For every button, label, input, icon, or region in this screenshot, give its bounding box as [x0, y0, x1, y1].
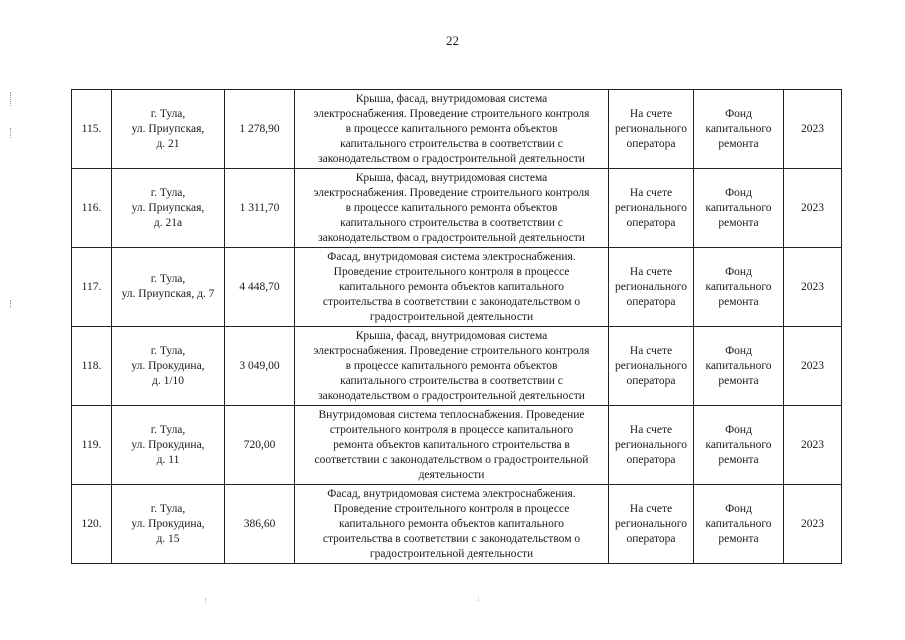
funder-cell-line: капитального: [705, 438, 772, 451]
address-cell: [112, 327, 225, 406]
address-cell-line: д. 15: [156, 532, 180, 545]
work-description-cell: [295, 327, 609, 406]
address-cell-line: г. Тула,: [150, 344, 186, 357]
funder-cell-line: ремонта: [718, 216, 759, 229]
funder-cell-line: Фонд: [725, 502, 752, 515]
account-cell: [609, 248, 694, 327]
funder-cell-line: ремонта: [718, 295, 759, 308]
work-description-cell-line: в процессе капитального ремонта объектов: [345, 122, 558, 135]
funder-cell-line: Фонд: [725, 107, 752, 120]
table-row: [72, 406, 842, 485]
year-cell: 2023: [784, 485, 842, 564]
funder-cell-line: ремонта: [718, 137, 759, 150]
scan-artifact-mark: [10, 92, 12, 106]
account-cell-line: регионального: [615, 438, 687, 451]
work-description-cell-line: электроснабжения. Проведение строительного контроля: [313, 186, 590, 199]
work-description-cell-line: капитального строительства в соответствии с: [340, 137, 563, 150]
work-description-cell-line: соответствии с законодательством о градостроительной: [314, 453, 589, 466]
scan-artifact-mark: [478, 596, 479, 601]
table-row: [72, 248, 842, 327]
table-row: [72, 90, 842, 169]
work-description-cell-line: Крыша, фасад, внутридомовая система: [355, 171, 548, 184]
address-cell: [112, 406, 225, 485]
address-cell-line: г. Тула,: [150, 423, 186, 436]
work-description-cell: [295, 90, 609, 169]
funder-cell-line: Фонд: [725, 265, 752, 278]
account-cell: [609, 169, 694, 248]
funder-cell-line: Фонд: [725, 423, 752, 436]
cost-cell: 720,00: [225, 406, 295, 485]
work-description-cell-line: законодательством о градостроительной деятельности: [318, 152, 585, 165]
work-description-cell-line: Проведение строительного контроля в процессе: [333, 265, 570, 278]
work-description-cell-line: законодательством о градостроительной деятельности: [318, 389, 585, 402]
work-description-cell-line: строительного контроля в процессе капитального: [329, 423, 574, 436]
funder-cell-line: капитального: [705, 122, 772, 135]
work-description-cell-line: капитального строительства в соответствии с: [340, 374, 563, 387]
row-number: 118.: [72, 327, 112, 406]
scan-artifact-mark: [10, 128, 12, 138]
page-number: 22: [446, 33, 459, 48]
funder-cell-line: капитального: [705, 517, 772, 530]
address-cell-line: г. Тула,: [150, 502, 186, 515]
account-cell: [609, 327, 694, 406]
work-description-cell-line: электроснабжения. Проведение строительного контроля: [313, 344, 590, 357]
account-cell-line: оператора: [626, 137, 676, 150]
work-description-cell-line: Внутридомовая система теплоснабжения. Проведение: [318, 408, 585, 421]
work-description-cell-line: электроснабжения. Проведение строительного контроля: [313, 107, 590, 120]
address-cell-line: г. Тула,: [150, 186, 186, 199]
funder-cell: [694, 248, 784, 327]
funder-cell-line: ремонта: [718, 532, 759, 545]
address-cell-line: д. 21а: [153, 216, 183, 229]
year-cell: 2023: [784, 248, 842, 327]
funder-cell: [694, 90, 784, 169]
work-description-cell: [295, 248, 609, 327]
address-cell: [112, 90, 225, 169]
work-description-cell-line: Фасад, внутридомовая система электроснабжения.: [327, 487, 576, 500]
account-cell-line: регионального: [615, 201, 687, 214]
year-cell: 2023: [784, 406, 842, 485]
funder-cell: [694, 169, 784, 248]
funder-cell: [694, 406, 784, 485]
account-cell-line: На счете: [629, 423, 673, 436]
funder-cell-line: капитального: [705, 280, 772, 293]
account-cell-line: На счете: [629, 502, 673, 515]
funder-cell: [694, 485, 784, 564]
table-row: [72, 485, 842, 564]
funder-cell: [694, 327, 784, 406]
address-cell-line: д. 1/10: [151, 374, 185, 387]
work-description-cell-line: в процессе капитального ремонта объектов: [345, 359, 558, 372]
funder-cell-line: капитального: [705, 359, 772, 372]
address-cell: [112, 485, 225, 564]
work-description-cell-line: Проведение строительного контроля в процессе: [333, 502, 570, 515]
year-cell: 2023: [784, 90, 842, 169]
row-number: 117.: [72, 248, 112, 327]
cost-cell: 386,60: [225, 485, 295, 564]
address-cell-line: ул. Приупская,: [131, 122, 205, 135]
account-cell-line: На счете: [629, 344, 673, 357]
address-cell-line: ул. Приупская, д. 7: [121, 288, 215, 300]
row-number: 115.: [72, 90, 112, 169]
account-cell-line: оператора: [626, 295, 676, 308]
account-cell-line: регионального: [615, 517, 687, 530]
work-description-cell-line: деятельности: [418, 468, 485, 481]
address-cell-line: ул. Прокудина,: [131, 517, 205, 530]
cost-cell: 1 311,70: [225, 169, 295, 248]
work-description-cell-line: капитального строительства в соответствии с: [340, 216, 563, 229]
table-row: [72, 327, 842, 406]
funder-cell-line: ремонта: [718, 453, 759, 466]
funder-cell-line: капитального: [705, 201, 772, 214]
scan-artifact-mark: [10, 300, 12, 308]
work-description-cell-line: Крыша, фасад, внутридомовая система: [355, 329, 548, 342]
account-cell-line: оператора: [626, 453, 676, 466]
work-description-cell-line: капитального ремонта объектов капитального: [338, 517, 564, 530]
table-row: [72, 169, 842, 248]
work-description-cell-line: градостроительной деятельности: [369, 310, 534, 323]
work-description-cell-line: Крыша, фасад, внутридомовая система: [355, 92, 548, 105]
funder-cell-line: Фонд: [725, 344, 752, 357]
work-description-cell-line: градостроительной деятельности: [369, 547, 534, 560]
account-cell: [609, 406, 694, 485]
address-cell-line: г. Тула,: [150, 107, 186, 120]
account-cell-line: оператора: [626, 374, 676, 387]
account-cell-line: На счете: [629, 265, 673, 278]
work-description-cell-line: в процессе капитального ремонта объектов: [345, 201, 558, 214]
account-cell: [609, 485, 694, 564]
address-cell-line: ул. Прокудина,: [131, 438, 205, 451]
work-description-cell-line: строительства в соответствии с законодательством о: [322, 532, 581, 545]
work-description-cell: [295, 169, 609, 248]
funder-cell-line: ремонта: [718, 374, 759, 387]
account-cell-line: оператора: [626, 532, 676, 545]
account-cell-line: На счете: [629, 107, 673, 120]
account-cell: [609, 90, 694, 169]
cost-cell: 3 049,00: [225, 327, 295, 406]
row-number: 119.: [72, 406, 112, 485]
account-cell-line: регионального: [615, 122, 687, 135]
account-cell-line: На счете: [629, 186, 673, 199]
account-cell-line: оператора: [626, 216, 676, 229]
work-description-cell: [295, 485, 609, 564]
row-number: 116.: [72, 169, 112, 248]
work-description-cell-line: капитального ремонта объектов капитального: [338, 280, 564, 293]
account-cell-line: регионального: [615, 280, 687, 293]
year-cell: 2023: [784, 327, 842, 406]
address-cell-line: ул. Приупская,: [131, 201, 205, 214]
work-description-cell-line: строительства в соответствии с законодательством о: [322, 295, 581, 308]
work-description-cell: [295, 406, 609, 485]
address-cell: [112, 169, 225, 248]
address-cell-line: г. Тула,: [150, 273, 186, 285]
address-cell-line: ул. Прокудина,: [131, 359, 205, 372]
funder-cell-line: Фонд: [725, 186, 752, 199]
account-cell-line: регионального: [615, 359, 687, 372]
work-description-cell-line: Фасад, внутридомовая система электроснабжения.: [327, 250, 576, 263]
row-number: 120.: [72, 485, 112, 564]
year-cell: 2023: [784, 169, 842, 248]
address-cell-line: д. 11: [156, 453, 180, 466]
cost-cell: 4 448,70: [225, 248, 295, 327]
address-cell-line: д. 21: [156, 137, 180, 150]
work-description-cell-line: законодательством о градостроительной деятельности: [318, 231, 585, 244]
cost-cell: 1 278,90: [225, 90, 295, 169]
scan-artifact-mark: [205, 598, 206, 604]
address-cell: [112, 248, 225, 327]
work-description-cell-line: ремонта объектов капитального строительства в: [333, 438, 570, 451]
repair-program-table: [71, 89, 842, 564]
